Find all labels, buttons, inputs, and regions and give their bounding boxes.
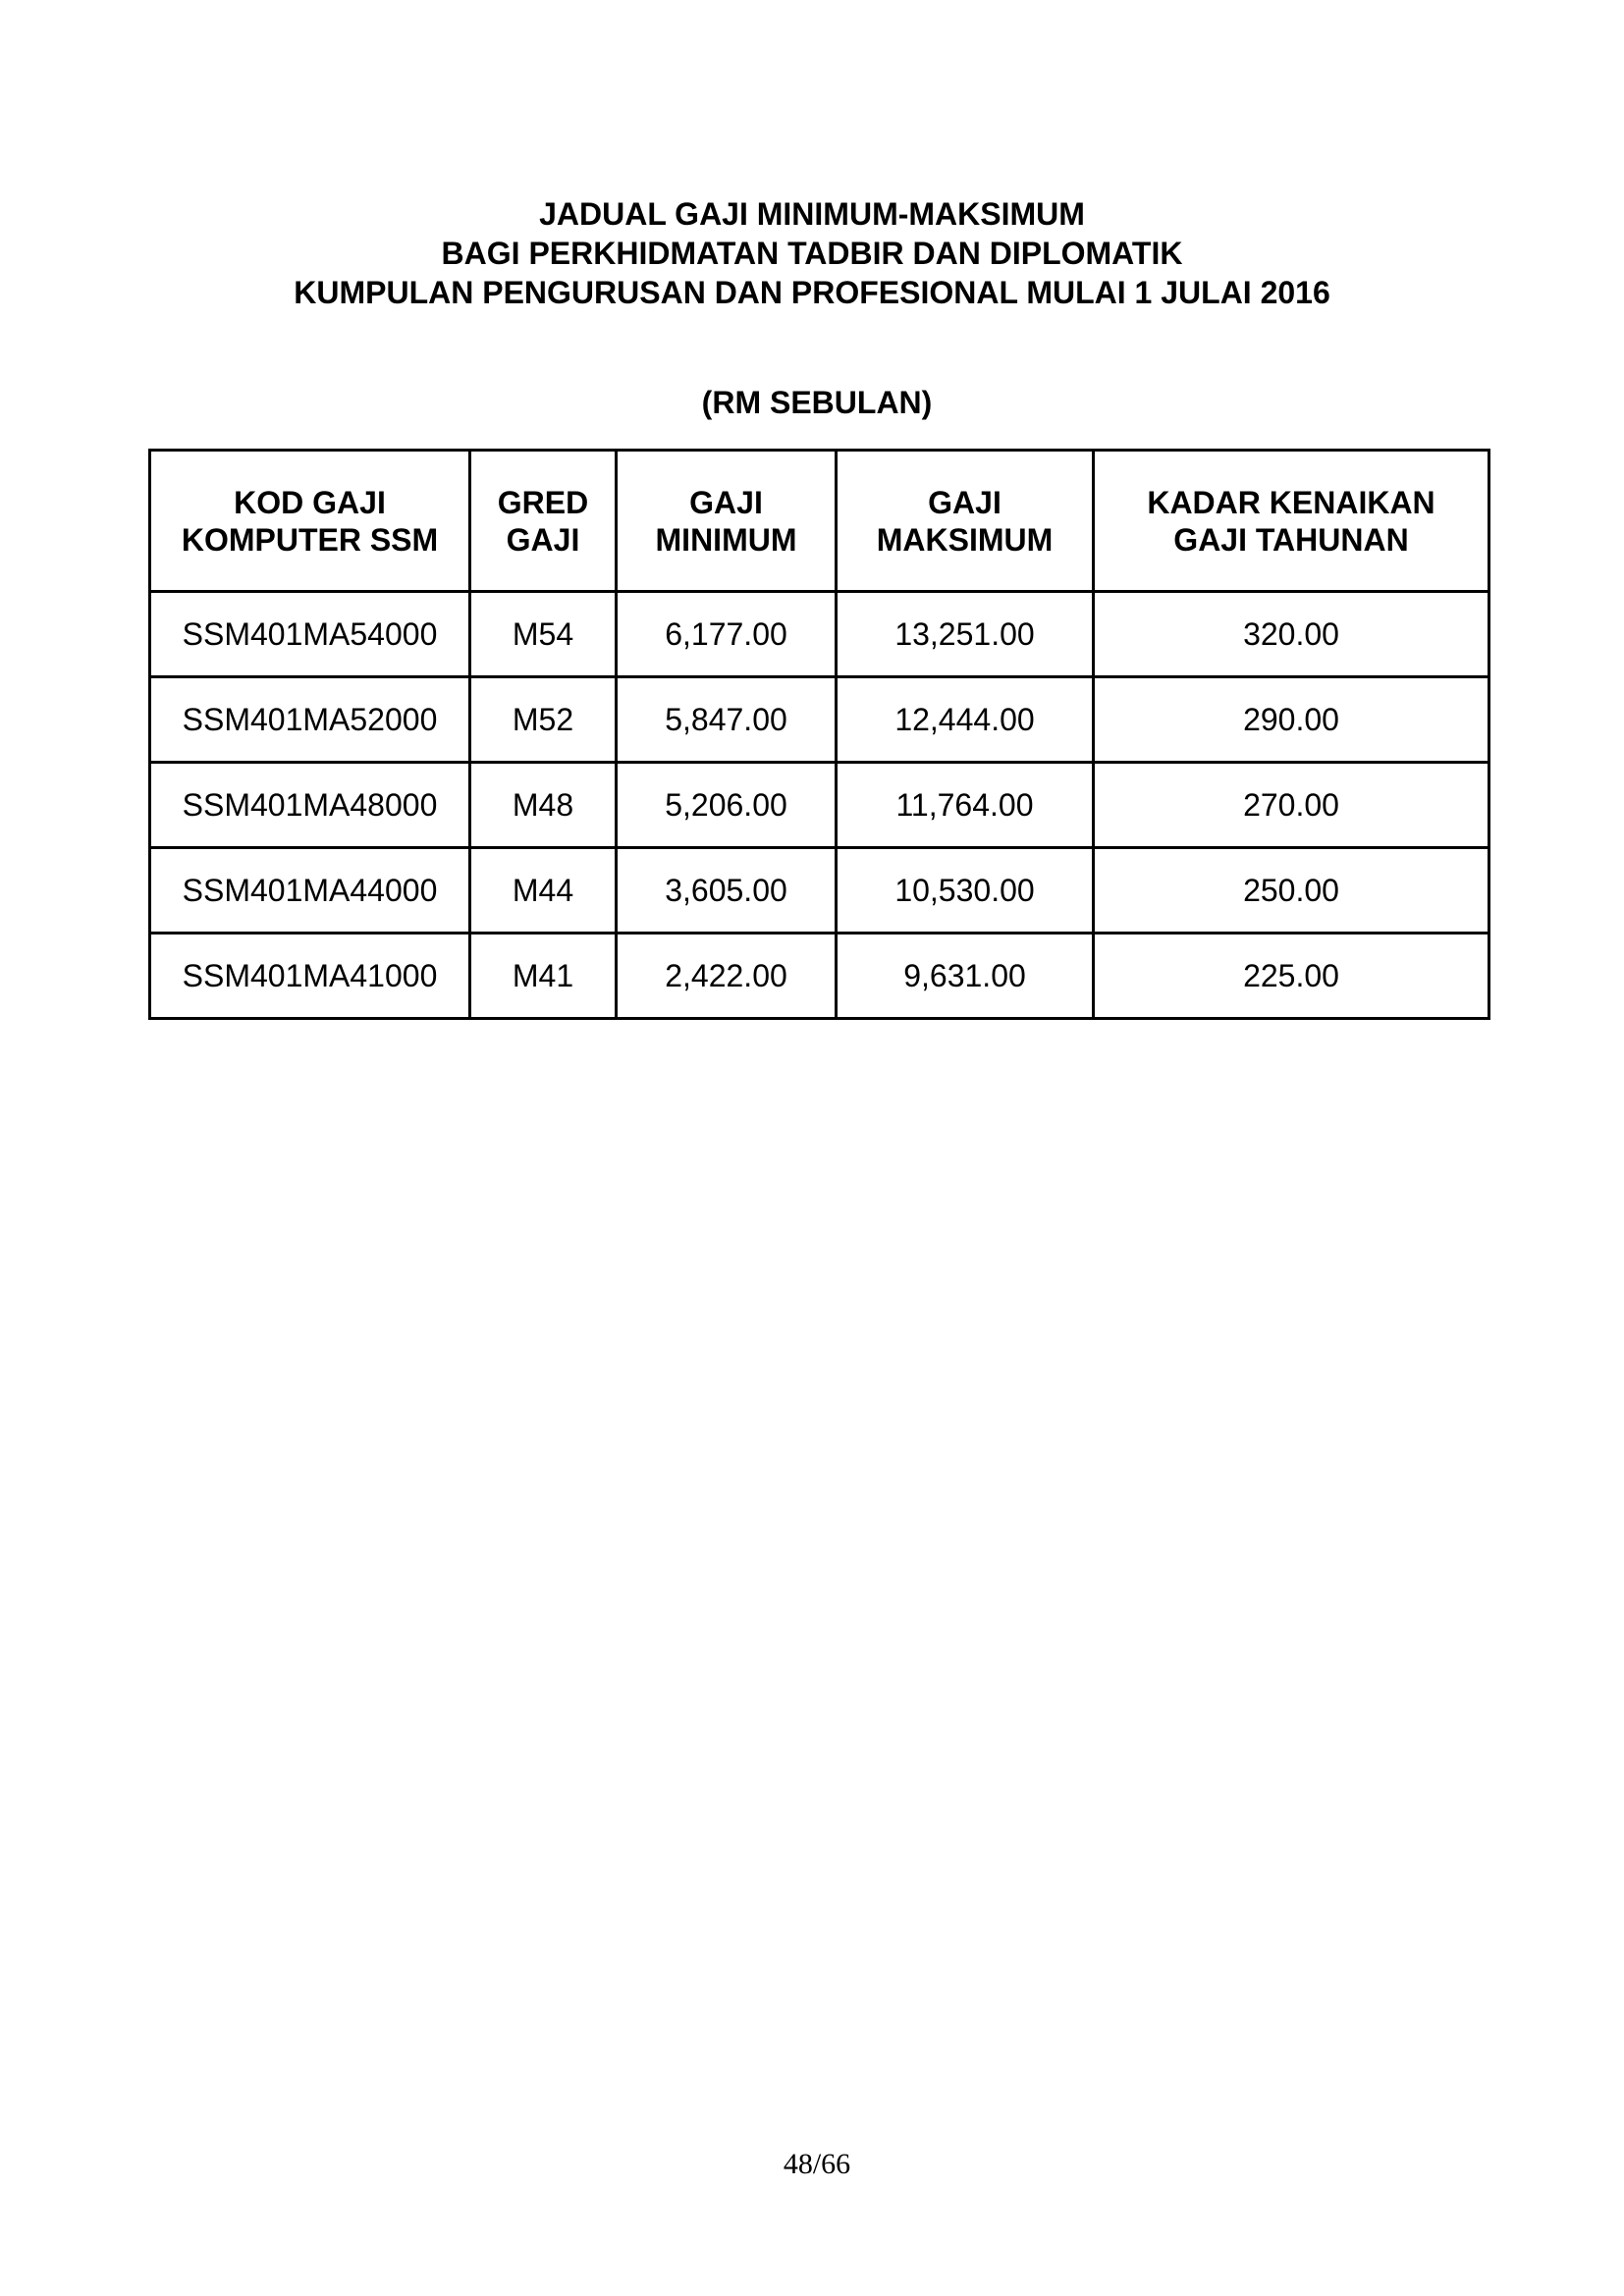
cell-gaji-maksimum: 13,251.00 <box>837 592 1094 677</box>
header-kadar-kenaikan <box>1094 451 1489 592</box>
header-kod-gaji <box>150 451 470 592</box>
table-row <box>150 848 1489 934</box>
header-line: GAJI <box>928 484 1001 520</box>
cell-kod-gaji: SSM401MA44000 <box>150 848 470 934</box>
table-row <box>150 934 1489 1019</box>
cell-gaji-maksimum: 11,764.00 <box>837 763 1094 848</box>
table-row <box>150 763 1489 848</box>
header-line: GAJI <box>689 484 763 520</box>
cell-gaji-minimum: 5,206.00 <box>617 763 837 848</box>
cell-gaji-maksimum: 10,530.00 <box>837 848 1094 934</box>
cell-gaji-maksimum: 12,444.00 <box>837 677 1094 763</box>
cell-kadar-kenaikan: 250.00 <box>1094 848 1489 934</box>
cell-kadar-kenaikan: 320.00 <box>1094 592 1489 677</box>
cell-gaji-minimum: 6,177.00 <box>617 592 837 677</box>
cell-gred-gaji: M44 <box>470 848 617 934</box>
table-header-row <box>150 451 1489 592</box>
header-line: KOD GAJI <box>234 484 386 520</box>
cell-gaji-minimum: 5,847.00 <box>617 677 837 763</box>
title-line-1: JADUAL GAJI MINIMUM-MAKSIMUM <box>539 196 1085 232</box>
header-line: GAJI TAHUNAN <box>1173 521 1409 558</box>
cell-kod-gaji: SSM401MA41000 <box>150 934 470 1019</box>
header-gaji-minimum <box>617 451 837 592</box>
header-line: KOMPUTER SSM <box>181 521 439 558</box>
header-gaji-maksimum <box>837 451 1094 592</box>
cell-gred-gaji: M52 <box>470 677 617 763</box>
header-line: MINIMUM <box>655 521 797 558</box>
cell-kadar-kenaikan: 290.00 <box>1094 677 1489 763</box>
header-line: GAJI <box>506 521 580 558</box>
table-row <box>150 592 1489 677</box>
document-title <box>0 194 1624 312</box>
cell-kod-gaji: SSM401MA52000 <box>150 677 470 763</box>
cell-gaji-minimum: 2,422.00 <box>617 934 837 1019</box>
header-line: GRED <box>497 484 589 520</box>
cell-kod-gaji: SSM401MA48000 <box>150 763 470 848</box>
cell-gaji-maksimum: 9,631.00 <box>837 934 1094 1019</box>
cell-kadar-kenaikan: 225.00 <box>1094 934 1489 1019</box>
title-line-3: KUMPULAN PENGURUSAN DAN PROFESIONAL MULAI 1 JULAI 2016 <box>294 275 1330 310</box>
cell-gred-gaji: M54 <box>470 592 617 677</box>
header-line: MAKSIMUM <box>876 521 1054 558</box>
cell-gaji-minimum: 3,605.00 <box>617 848 837 934</box>
title-line-2: BAGI PERKHIDMATAN TADBIR DAN DIPLOMATIK <box>441 236 1183 271</box>
salary-table <box>148 449 1490 1020</box>
page-number: 48/66 <box>783 2148 851 2180</box>
cell-gred-gaji: M41 <box>470 934 617 1019</box>
header-gred-gaji <box>470 451 617 592</box>
cell-kod-gaji: SSM401MA54000 <box>150 592 470 677</box>
header-line: KADAR KENAIKAN <box>1147 484 1435 520</box>
cell-gred-gaji: M48 <box>470 763 617 848</box>
cell-kadar-kenaikan: 270.00 <box>1094 763 1489 848</box>
currency-unit-label: (RM SEBULAN) <box>701 385 933 420</box>
table-row <box>150 677 1489 763</box>
